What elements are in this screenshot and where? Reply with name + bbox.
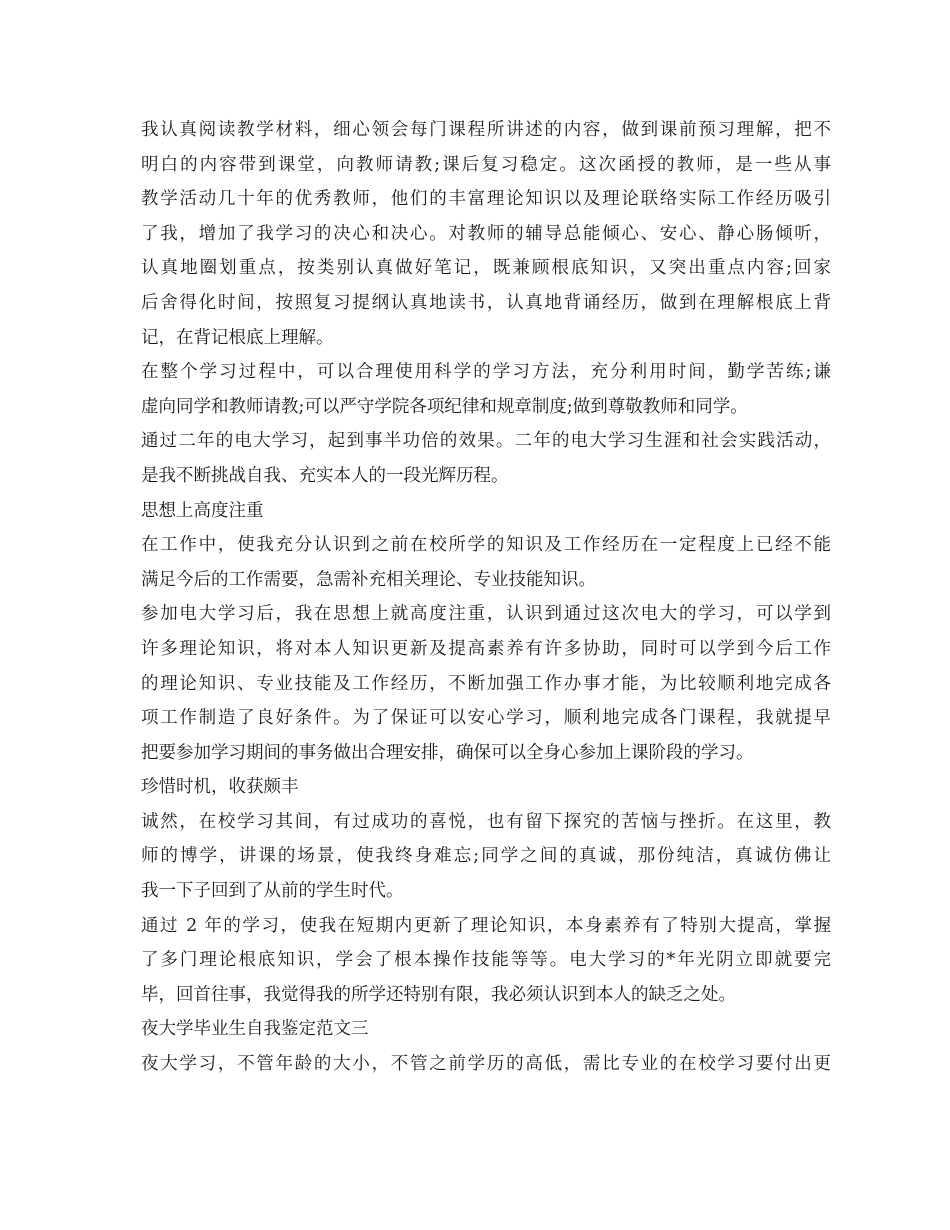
- text-line: 夜大学习，不管年龄的大小，不管之前学历的高低，需比专业的在校学习要付出更: [141, 1054, 831, 1075]
- text-line: 了多门理论根底知识，学会了根本操作技能等等。电大学习的*年光阴立即就要完: [141, 950, 831, 971]
- document-body: [141, 113, 831, 1082]
- text-line: 是我不断挑战自我、充实本人的一段光辉历程。: [141, 465, 509, 486]
- text-line: 在工作中，使我充分认识到之前在校所学的知识及工作经历在一定程度上已经不能: [141, 535, 831, 556]
- text-line: 虚向同学和教师请教;可以严守学院各项纪律和规章制度;做到尊敬教师和同学。: [141, 396, 748, 417]
- text-line: 了我，增加了我学习的决心和决心。对教师的辅导总能倾心、安心、静心肠倾听，: [141, 223, 831, 244]
- text-line: 在整个学习过程中，可以合理使用科学的学习方法，充分利用时间，勤学苦练;谦: [141, 362, 831, 383]
- text-line: 项工作制造了良好条件。为了保证可以安心学习，顺利地完成各门课程，我就提早: [141, 708, 831, 729]
- text-line: 通过二年的电大学习，起到事半功倍的效果。二年的电大学习生涯和社会实践活动，: [141, 431, 831, 452]
- text-line: 把要参加学习期间的事务做出合理安排，确保可以全身心参加上课阶段的学习。: [141, 742, 754, 763]
- section-heading: 思想上高度注重: [141, 500, 264, 521]
- text-line: 后舍得化时间，按照复习提纲认真地读书，认真地背诵经历，做到在理解根底上背: [141, 292, 831, 313]
- text-line: 毕，回首往事，我觉得我的所学还特别有限，我必须认识到本人的缺乏之处。: [141, 984, 736, 1005]
- text-line: 教学活动几十年的优秀教师，他们的丰富理论知识以及理论联络实际工作经历吸引: [141, 189, 831, 210]
- text-line: 明白的内容带到课堂，向教师请教;课后复习稳定。这次函授的教师，是一些从事: [141, 154, 831, 175]
- text-line: 师的博学，讲课的场景，使我终身难忘;同学之间的真诚，那份纯洁，真诚仿佛让: [141, 846, 831, 867]
- section-heading: 珍惜时机，收获颇丰: [141, 777, 299, 798]
- text-line: 认真地圈划重点，按类别认真做好笔记，既兼顾根底知识，又突出重点内容;回家: [141, 258, 831, 279]
- text-line: 的理论知识、专业技能及工作经历，不断加强工作办事才能，为比较顺利地完成各: [141, 673, 831, 694]
- text-line: 记，在背记根底上理解。: [141, 327, 334, 348]
- text-line: 诚然，在校学习其间，有过成功的喜悦，也有留下探究的苦恼与挫折。在这里，教: [141, 811, 831, 832]
- text-line: 我认真阅读教学材料，细心领会每门课程所讲述的内容，做到课前预习理解，把不: [141, 120, 831, 140]
- text-line: 参加电大学习后，我在思想上就高度注重，认识到通过这次电大的学习，可以学到: [141, 604, 831, 625]
- text-line: 我一下子回到了从前的学生时代。: [141, 881, 404, 902]
- text-line: 满足今后的工作需要，急需补充相关理论、专业技能知识。: [141, 569, 596, 590]
- section-heading: 夜大学毕业生自我鉴定范文三: [141, 1019, 369, 1040]
- text-line: 通过 2 年的学习，使我在短期内更新了理论知识，本身素养有了特别大提高，掌握: [141, 915, 831, 936]
- text-line: 许多理论知识，将对本人知识更新及提高素养有许多协助，同时可以学到今后工作: [141, 638, 831, 659]
